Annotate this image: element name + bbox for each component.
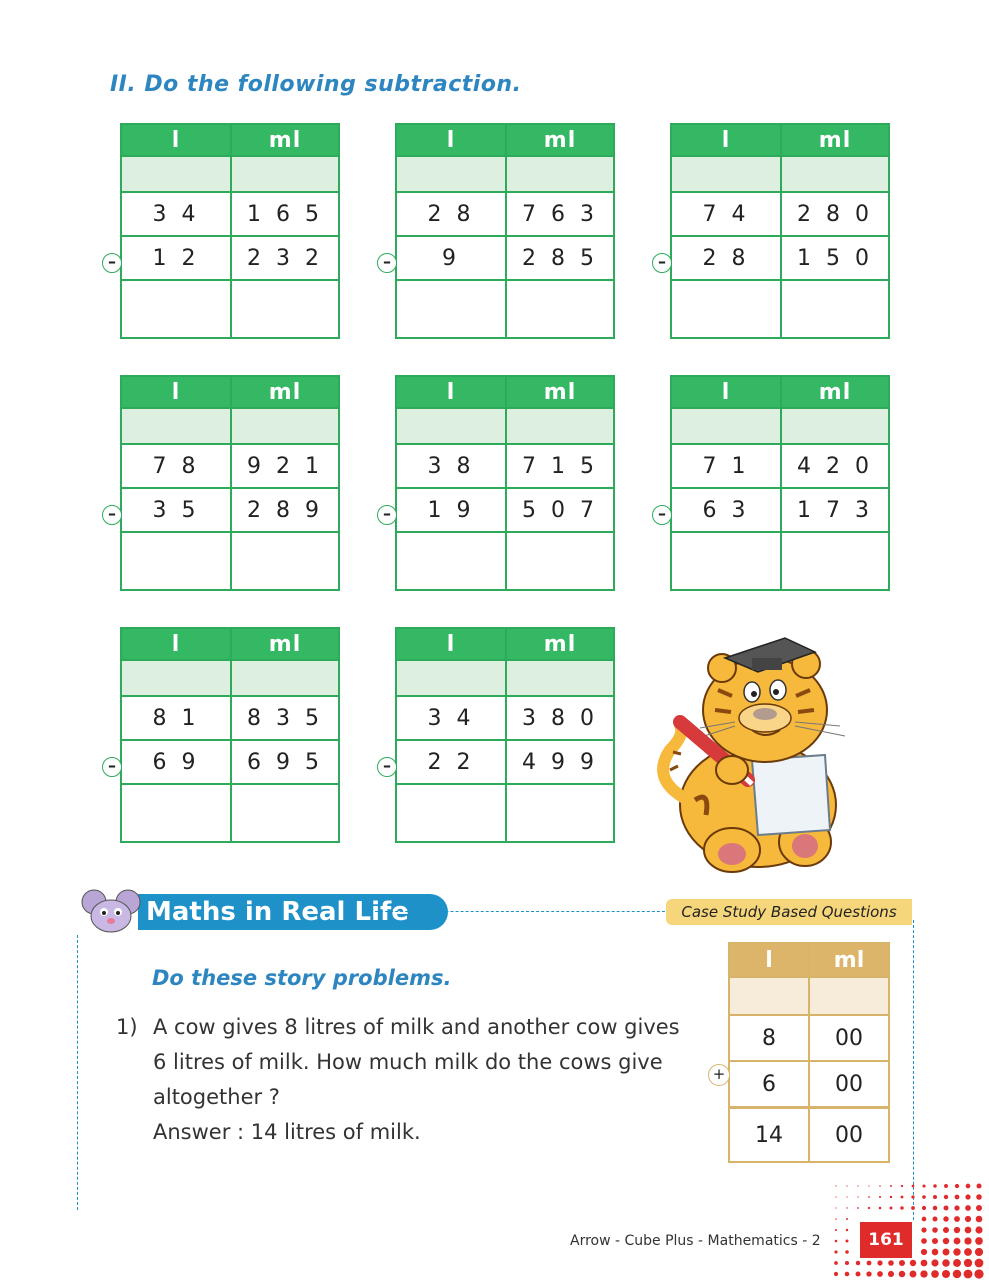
decorative-dot [942,1259,950,1267]
decorative-dot [943,1238,950,1245]
header-litre: l [396,376,506,408]
decorative-dot [834,1250,837,1253]
plus-sign-icon: + [708,1064,730,1086]
subtrahend-millilitre: 2 8 9 [231,488,339,532]
decorative-dot [944,1206,949,1211]
minus-sign-icon: – [102,757,122,777]
sum-millilitre: 00 [809,1108,889,1163]
decorative-dot [965,1227,972,1234]
decorative-dot [974,1269,983,1278]
decorative-dot [954,1216,960,1222]
answer-litre-cell[interactable] [121,532,231,590]
decorative-dot [910,1260,916,1266]
minus-sign-icon: – [652,253,672,273]
decorative-dot [899,1260,905,1266]
minus-sign-icon: – [102,253,122,273]
decorative-dot [975,1248,983,1256]
decorative-dot [856,1272,861,1277]
decorative-dot [944,1195,948,1199]
answer-millilitre-cell[interactable] [231,532,339,590]
decorative-dot [890,1185,892,1187]
carry-cell[interactable] [506,408,614,444]
answer-millilitre-cell[interactable] [506,784,614,842]
subtrahend-millilitre: 1 5 0 [781,236,889,280]
decorative-dot [932,1227,938,1233]
carry-cell[interactable] [396,408,506,444]
decorative-dot [954,1238,961,1245]
decorative-dot [868,1196,870,1198]
subtrahend-litre: 6 3 [671,488,781,532]
decorative-dot [976,1205,982,1211]
minuend-millilitre: 1 6 5 [231,192,339,236]
decorative-dot [835,1229,837,1231]
header-millilitre: ml [781,376,889,408]
minuend-millilitre: 9 2 1 [231,444,339,488]
subtraction-table-4 [108,375,340,591]
decorative-dot [921,1238,927,1244]
decorative-dot [857,1207,859,1209]
case-study-badge: Case Study Based Questions [666,899,912,925]
decorative-dot [921,1227,926,1232]
decorative-dot [890,1196,892,1198]
subtrahend-litre: 1 9 [396,488,506,532]
carry-cell[interactable] [231,660,339,696]
answer-litre-cell[interactable] [121,280,231,338]
tiger-mascot-icon [640,630,870,875]
carry-cell[interactable] [121,660,231,696]
minuend-litre: 3 8 [396,444,506,488]
answer-litre-cell[interactable] [671,532,781,590]
section-banner [78,888,409,936]
answer-millilitre-cell[interactable] [506,532,614,590]
decorative-dot [879,1196,881,1198]
decorative-dot [964,1259,972,1267]
carry-cell[interactable] [121,156,231,192]
answer-litre-cell[interactable] [396,784,506,842]
decorative-dot [868,1185,869,1186]
decorative-dot [835,1218,837,1220]
answer-millilitre-cell[interactable] [231,280,339,338]
decorative-dot [911,1206,915,1210]
answer-millilitre-cell[interactable] [231,784,339,842]
problem-answer: Answer : 14 litres of milk. [153,1120,421,1144]
minuend-litre: 7 8 [121,444,231,488]
decorative-dot [921,1260,928,1267]
decorative-dot [922,1217,927,1222]
carry-cell[interactable] [671,408,781,444]
decorative-dot [965,1205,971,1211]
decorative-dot [879,1207,882,1210]
decorative-dot [846,1185,847,1186]
problem-text: A cow gives 8 litres of milk and another cow gives 6 litres of milk. How much milk do the cows give altogether ? [153,1015,680,1109]
book-footer: Arrow - Cube Plus - Mathematics - 2 [570,1233,821,1249]
story-problem-1 [116,1010,691,1115]
subtrahend-millilitre: 6 9 5 [231,740,339,784]
minus-sign-icon: – [652,505,672,525]
answer-litre-cell[interactable] [396,280,506,338]
carry-cell[interactable] [121,408,231,444]
decorative-dot [890,1207,893,1210]
minuend-litre: 3 4 [121,192,231,236]
answer-millilitre-cell[interactable] [781,532,889,590]
decorative-dot [943,1227,949,1233]
header-millilitre: ml [231,124,339,156]
decorative-dot [955,1195,960,1200]
decorative-dot [942,1270,950,1278]
addend-millilitre: 00 [809,1061,889,1108]
decorative-dot [976,1183,981,1188]
minuend-millilitre: 8 3 5 [231,696,339,740]
minuend-millilitre: 4 2 0 [781,444,889,488]
decorative-dot [911,1195,914,1198]
carry-cell[interactable] [396,156,506,192]
carry-cell[interactable] [231,408,339,444]
decorative-dot [857,1196,858,1197]
decorative-dot [954,1205,959,1210]
subtrahend-millilitre: 2 3 2 [231,236,339,280]
decorative-dot [976,1216,983,1223]
decorative-dot [975,1259,984,1268]
minus-sign-icon: – [102,505,122,525]
section-border-right [913,920,914,1220]
answer-millilitre-cell[interactable] [781,280,889,338]
carry-cell[interactable] [396,660,506,696]
carry-cell[interactable] [506,660,614,696]
subtrahend-millilitre: 4 9 9 [506,740,614,784]
carry-cell [729,977,809,1015]
subtrahend-millilitre: 1 7 3 [781,488,889,532]
minus-sign-icon: – [377,757,397,777]
addend-millilitre: 00 [809,1015,889,1061]
section-border-top [375,911,675,912]
decorative-dot [866,1271,871,1276]
minuend-millilitre: 7 6 3 [506,192,614,236]
decorative-dot [953,1248,960,1255]
header-litre: l [671,376,781,408]
problem-number: 1) [116,1015,138,1039]
sum-litre: 14 [729,1108,809,1163]
header-millilitre: ml [506,124,614,156]
minuend-litre: 8 1 [121,696,231,740]
decorative-dot [976,1194,982,1200]
decorative-dot [942,1248,949,1255]
answer-litre-cell[interactable] [121,784,231,842]
decorative-dot [931,1259,938,1266]
decorative-dot [932,1216,937,1221]
subtrahend-litre: 3 5 [121,488,231,532]
decorative-dot [975,1226,982,1233]
minus-sign-icon: – [377,505,397,525]
answer-litre-cell[interactable] [396,532,506,590]
decorative-dot [933,1195,937,1199]
decorative-dot [835,1196,836,1197]
decorative-dot [867,1261,872,1266]
subtrahend-litre: 2 8 [671,236,781,280]
minuend-millilitre: 7 1 5 [506,444,614,488]
decorative-dot [954,1227,960,1233]
decorative-dot [921,1249,927,1255]
decorative-dot [901,1196,904,1199]
decorative-dot [932,1249,939,1256]
decorative-dot [953,1259,961,1267]
carry-cell [809,977,889,1015]
decorative-dot [879,1185,881,1187]
carry-cell[interactable] [231,156,339,192]
decorative-dot [835,1185,836,1186]
decorative-dot [877,1271,883,1277]
subtraction-table-7 [108,627,340,843]
answer-millilitre-cell[interactable] [506,280,614,338]
minuend-litre: 7 1 [671,444,781,488]
decorative-dot [834,1261,838,1265]
page-number: 161 [860,1222,912,1258]
header-litre: l [121,124,231,156]
decorative-dot [910,1271,917,1278]
decorative-dot [965,1216,971,1222]
decorative-dot [922,1206,926,1210]
minuend-litre: 7 4 [671,192,781,236]
carry-cell[interactable] [506,156,614,192]
minuend-litre: 3 4 [396,696,506,740]
header-litre: l [396,628,506,660]
decorative-dot [912,1185,915,1188]
decorative-dot [900,1206,903,1209]
decorative-dot [846,1207,847,1208]
decorative-dot [846,1229,848,1231]
decorative-dot [845,1272,850,1277]
decorative-dot [868,1207,870,1209]
section-border-left [77,935,78,1210]
minuend-litre: 2 8 [396,192,506,236]
section-title: Maths in Real Life [138,894,448,930]
header-litre: l [729,943,809,977]
subtrahend-millilitre: 5 0 7 [506,488,614,532]
decorative-dot [846,1218,848,1220]
minuend-millilitre: 2 8 0 [781,192,889,236]
decorative-dot [834,1272,838,1276]
decorative-dot [966,1184,971,1189]
header-millilitre: ml [506,628,614,660]
decorative-dot [931,1270,939,1278]
header-millilitre: ml [506,376,614,408]
exercise-heading: II. Do the following subtraction. [110,72,522,97]
decorative-dot [899,1271,906,1278]
decorative-dot [835,1207,836,1208]
decorative-dot [964,1270,973,1279]
decorative-dot [943,1216,948,1221]
subtraction-table-2 [383,123,615,339]
header-litre: l [671,124,781,156]
decorative-dot [888,1260,894,1266]
header-millilitre: ml [231,376,339,408]
subtraction-table-1 [108,123,340,339]
subtrahend-litre: 9 [396,236,506,280]
carry-cell[interactable] [781,408,889,444]
header-litre: l [396,124,506,156]
decorative-dot [901,1185,903,1187]
decorative-dot [845,1261,849,1265]
decorative-dot [933,1206,938,1211]
decorative-dot [835,1240,838,1243]
header-millilitre: ml [781,124,889,156]
decorative-dot [933,1184,936,1187]
decorative-dot [944,1184,948,1188]
header-litre: l [121,628,231,660]
decorative-dot [964,1237,971,1244]
decorative-dot [964,1248,972,1256]
decorative-dot [856,1261,860,1265]
decorative-dot [955,1184,959,1188]
story-heading: Do these story problems. [152,966,452,990]
decorative-dot [845,1250,849,1254]
decorative-dot [965,1194,970,1199]
answer-litre-cell[interactable] [671,280,781,338]
minus-sign-icon: – [377,253,397,273]
decorative-dot [846,1196,847,1197]
addition-table [712,942,890,1163]
subtraction-table-6 [658,375,890,591]
decorative-dot [922,1184,925,1187]
decorative-dot [845,1239,848,1242]
addend-litre: 8 [729,1015,809,1061]
addend-litre: 6 [729,1061,809,1108]
subtraction-table-8 [383,627,615,843]
decorative-dot [932,1238,938,1244]
header-millilitre: ml [809,943,889,977]
minuend-millilitre: 3 8 0 [506,696,614,740]
decorative-dot [857,1185,858,1186]
subtraction-table-5 [383,375,615,591]
decorative-dot [920,1270,927,1277]
carry-cell[interactable] [781,156,889,192]
decorative-dot [953,1270,961,1278]
subtrahend-litre: 2 2 [396,740,506,784]
subtrahend-litre: 1 2 [121,236,231,280]
subtrahend-millilitre: 2 8 5 [506,236,614,280]
decorative-dot [922,1195,926,1199]
header-litre: l [121,376,231,408]
decorative-dot [975,1237,983,1245]
mouse-mascot-icon [78,888,148,936]
subtrahend-litre: 6 9 [121,740,231,784]
subtraction-table-3 [658,123,890,339]
decorative-dot [877,1260,882,1265]
decorative-dot [888,1271,894,1277]
header-millilitre: ml [231,628,339,660]
carry-cell[interactable] [671,156,781,192]
